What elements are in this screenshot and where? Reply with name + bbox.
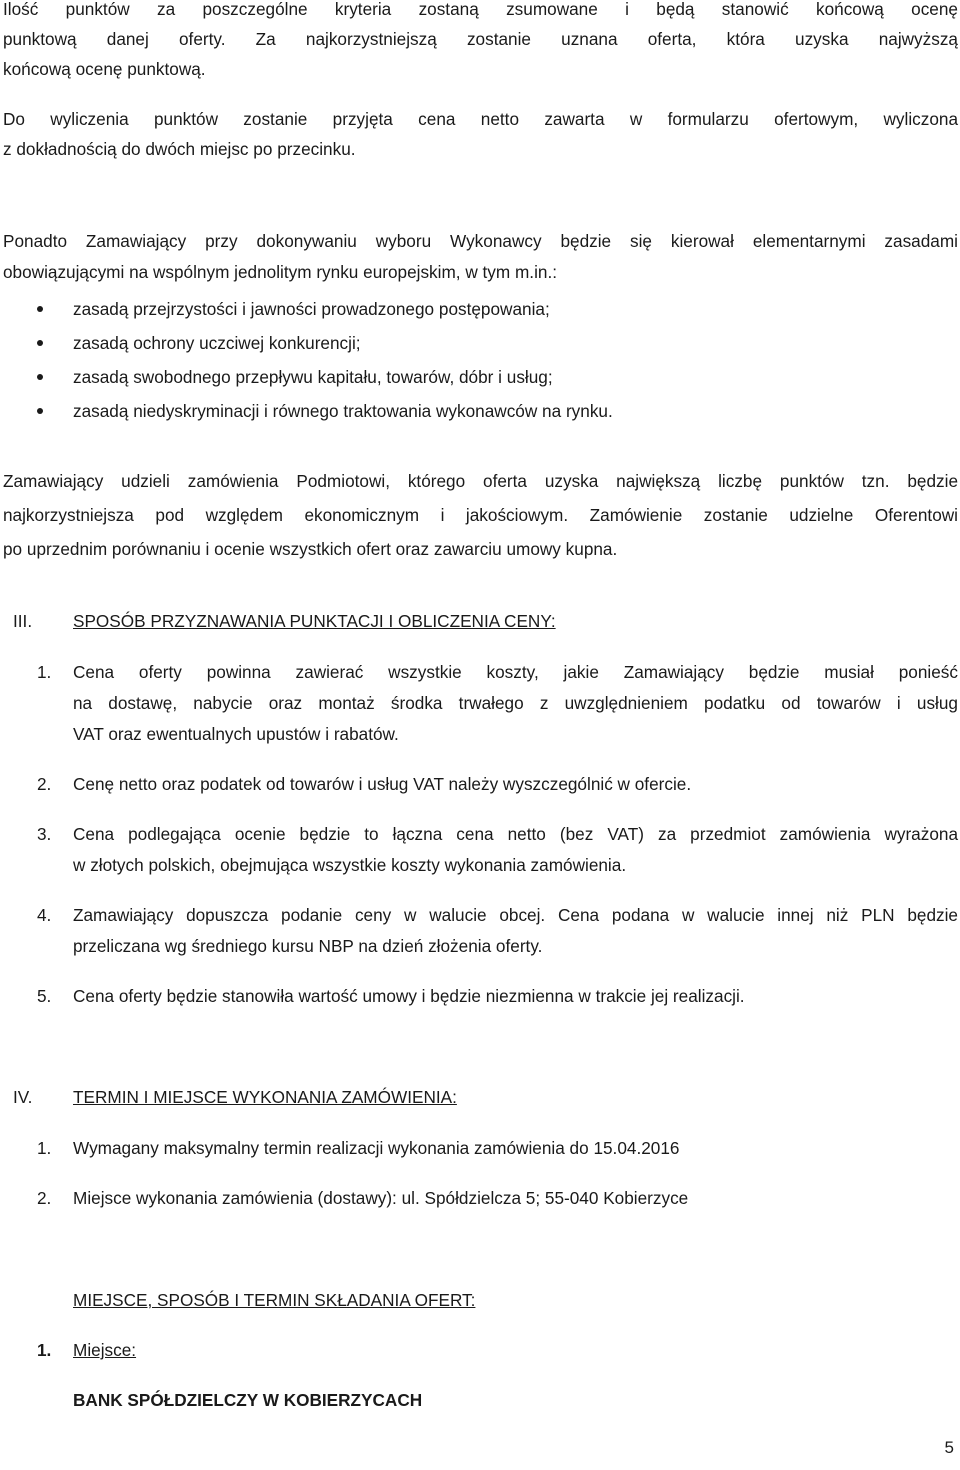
bullet-item — [3, 394, 958, 428]
bullet-text: zasadą przejrzystości i jawności prowadzonego postępowania; — [73, 299, 550, 319]
bullet-icon — [37, 340, 43, 346]
list-item — [3, 819, 958, 881]
page-number: 5 — [944, 1438, 954, 1457]
list-number: 2. — [37, 1188, 52, 1208]
text-line: Do wyliczenia punktów zostanie przyjęta cena netto zawarta w formularzu ofertowym, wyliczona — [3, 109, 958, 129]
section-number: IV. — [13, 1087, 33, 1107]
bullet-text: zasadą swobodnego przepływu kapitału, towarów, dóbr i usług; — [73, 367, 553, 387]
text-line: Miejsce wykonania zamówienia (dostawy): ul. Spółdzielcza 5; 55-040 Kobierzyce — [73, 1188, 689, 1208]
text-line: najkorzystniejsza pod względem ekonomicznym i jakościowym. Zamówienie zostanie udzielne Oferentowi — [3, 505, 958, 525]
text-line: Cenę netto oraz podatek od towarów i usług VAT należy wyszczególnić w ofercie. — [73, 774, 692, 794]
bullet-item — [3, 292, 958, 326]
list-number: 3. — [37, 824, 52, 844]
bullet-item — [3, 326, 958, 360]
paragraph-award — [3, 464, 958, 566]
list-item — [3, 769, 958, 800]
bullet-text: zasadą ochrony uczciwej konkurencji; — [73, 333, 361, 353]
list-item — [3, 981, 958, 1012]
text-line: Ilość punktów za poszczególne kryteria zostaną zsumowane i będą stanowić końcową ocenę — [3, 0, 958, 19]
list-number: 1. — [37, 662, 52, 682]
text-line: Ponadto Zamawiający przy dokonywaniu wyboru Wykonawcy będzie się kierował elementarnymi zasadami — [3, 231, 958, 251]
text-line: przeliczana wg średniego kursu NBP na dzień złożenia oferty. — [73, 936, 543, 956]
list-number: 1. — [37, 1340, 52, 1360]
text-line: z dokładnością do dwóch miejsc po przecinku. — [3, 139, 356, 159]
paragraph-scoring-summary — [3, 0, 958, 84]
text-line: VAT oraz ewentualnych upustów i rabatów. — [73, 724, 399, 744]
bullet-icon — [37, 306, 43, 312]
list-number: 5. — [37, 986, 52, 1006]
paragraph-price-calculation — [3, 104, 958, 164]
list-number: 4. — [37, 905, 52, 925]
section-title: TERMIN I MIEJSCE WYKONANIA ZAMÓWIENIA: — [73, 1087, 457, 1107]
bank-name-block — [3, 1385, 958, 1416]
bullet-text: zasadą niedyskryminacji i równego traktowania wykonawców na rynku. — [73, 401, 613, 421]
list-item — [3, 1133, 958, 1164]
text-line: w złotych polskich, obejmująca wszystkie koszty wykonania zamówienia. — [73, 855, 627, 875]
bank-name: BANK SPÓŁDZIELCZY W KOBIERZYCACH — [73, 1390, 423, 1410]
paragraph-principles-intro — [3, 226, 958, 288]
text-line: Zamawiający dopuszcza podanie ceny w walucie obcej. Cena podana w walucie innej niż PLN będzie — [73, 905, 958, 925]
text-line: punktową danej oferty. Za najkorzystniejszą zostanie uznana oferta, która uzyska najwyższą — [3, 29, 958, 49]
section-title: SPOSÓB PRZYZNAWANIA PUNKTACJI I OBLICZENIA CENY: — [73, 611, 556, 631]
text-line: Cena oferty powinna zawierać wszystkie koszty, jakie Zamawiający będzie musiał ponieść — [73, 662, 958, 682]
bullet-icon — [37, 408, 43, 414]
text-line: końcową ocenę punktową. — [3, 59, 206, 79]
section-number: III. — [13, 611, 33, 631]
text-line: na dostawę, nabycie oraz montaż środka trwałego z uwzględnieniem podatku od towarów i usług — [73, 693, 958, 713]
bullet-item — [3, 360, 958, 394]
text-line: Wymagany maksymalny termin realizacji wykonania zamówienia do 15.04.2016 — [73, 1138, 680, 1158]
text-line: po uprzednim porównaniu i ocenie wszystkich ofert oraz zawarciu umowy kupna. — [3, 539, 618, 559]
section-title: MIEJSCE, SPOSÓB I TERMIN SKŁADANIA OFERT: — [73, 1290, 476, 1310]
list-number: 1. — [37, 1138, 52, 1158]
place-label: Miejsce: — [73, 1340, 137, 1360]
list-item — [3, 1335, 958, 1366]
list-item — [3, 1183, 958, 1214]
text-line: Cena podlegająca ocenie będzie to łączna cena netto (bez VAT) za przedmiot zamówienia wyrażona — [73, 824, 958, 844]
list-item — [3, 900, 958, 962]
text-line: obowiązującymi na wspólnym jednolitym rynku europejskim, w tym m.in.: — [3, 262, 558, 282]
text-line: Zamawiający udzieli zamówienia Podmiotowi, którego oferta uzyska największą liczbę punktów tzn. będzie — [3, 471, 958, 491]
bullet-icon — [37, 374, 43, 380]
list-item — [3, 657, 958, 750]
list-number: 2. — [37, 774, 52, 794]
text-line: Cena oferty będzie stanowiła wartość umowy i będzie niezmienna w trakcie jej realizacji. — [73, 986, 745, 1006]
